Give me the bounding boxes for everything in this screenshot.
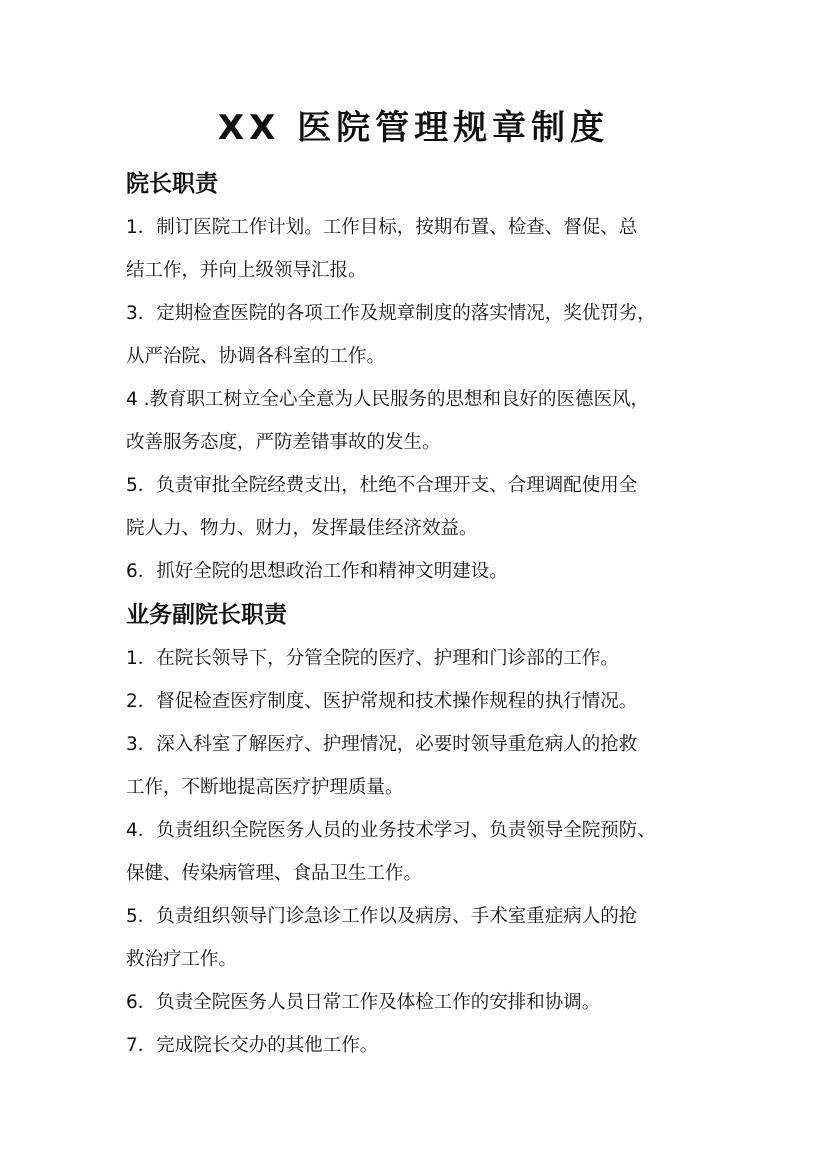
list-item (126, 723, 711, 809)
item-line: 从严治院、协调各科室的工作。 (126, 346, 386, 367)
list-item (126, 206, 711, 292)
section-heading-vice-president: 业务副院长职责 (126, 602, 287, 628)
item-line: 4．负责组织全院医务人员的业务技术学习、负责领导全院预防、 (126, 820, 656, 841)
item-line: 2．督促检查医疗制度、医护常规和技术操作规程的执行情况。 (126, 691, 638, 712)
item-line: 7．完成院长交办的其他工作。 (126, 1035, 379, 1056)
list-item (126, 809, 711, 895)
item-line: 4 .教育职工树立全心全意为人民服务的思想和良好的医德医风， (126, 389, 650, 410)
item-line: 3．定期检查医院的各项工作及规章制度的落实情况，奖优罚劣， (126, 303, 656, 324)
item-line: 院人力、物力、财力，发挥最佳经济效益。 (126, 518, 478, 539)
list-item (126, 895, 711, 981)
item-line: 5．负责组织领导门诊急诊工作以及病房、手术室重症病人的抢 (126, 906, 638, 927)
item-line: 1．在院长领导下，分管全院的医疗、护理和门诊部的工作。 (126, 648, 619, 669)
item-line: 保健、传染病管理、食品卫生工作。 (126, 863, 423, 884)
item-line: 3．深入科室了解医疗、护理情况，必要时领导重危病人的抢救 (126, 734, 638, 755)
list-item (126, 981, 711, 1024)
item-line: 6．抓好全院的思想政治工作和精神文明建设。 (126, 561, 508, 582)
item-line: 5．负责审批全院经费支出，杜绝不合理开支、合理调配使用全 (126, 475, 638, 496)
item-line: 工作，不断地提高医疗护理质量。 (126, 777, 404, 798)
item-line: 1．制订医院工作计划。工作目标，按期布置、检查、督促、总 (126, 217, 638, 238)
list-item (126, 550, 711, 593)
list-item (126, 292, 711, 378)
list-item (126, 464, 711, 550)
item-line: 救治疗工作。 (126, 949, 238, 970)
item-line: 改善服务态度，严防差错事故的发生。 (126, 432, 441, 453)
list-item (126, 378, 711, 464)
list-item (126, 1024, 711, 1067)
item-line: 6．负责全院医务人员日常工作及体检工作的安排和协调。 (126, 992, 601, 1013)
document-title: XX 医院管理规章制度 (217, 108, 610, 148)
list-item (126, 680, 711, 723)
document-body (126, 162, 711, 1067)
section-heading-president: 院长职责 (126, 171, 218, 197)
list-item (126, 637, 711, 680)
item-line: 结工作，并向上级领导汇报。 (126, 260, 367, 281)
